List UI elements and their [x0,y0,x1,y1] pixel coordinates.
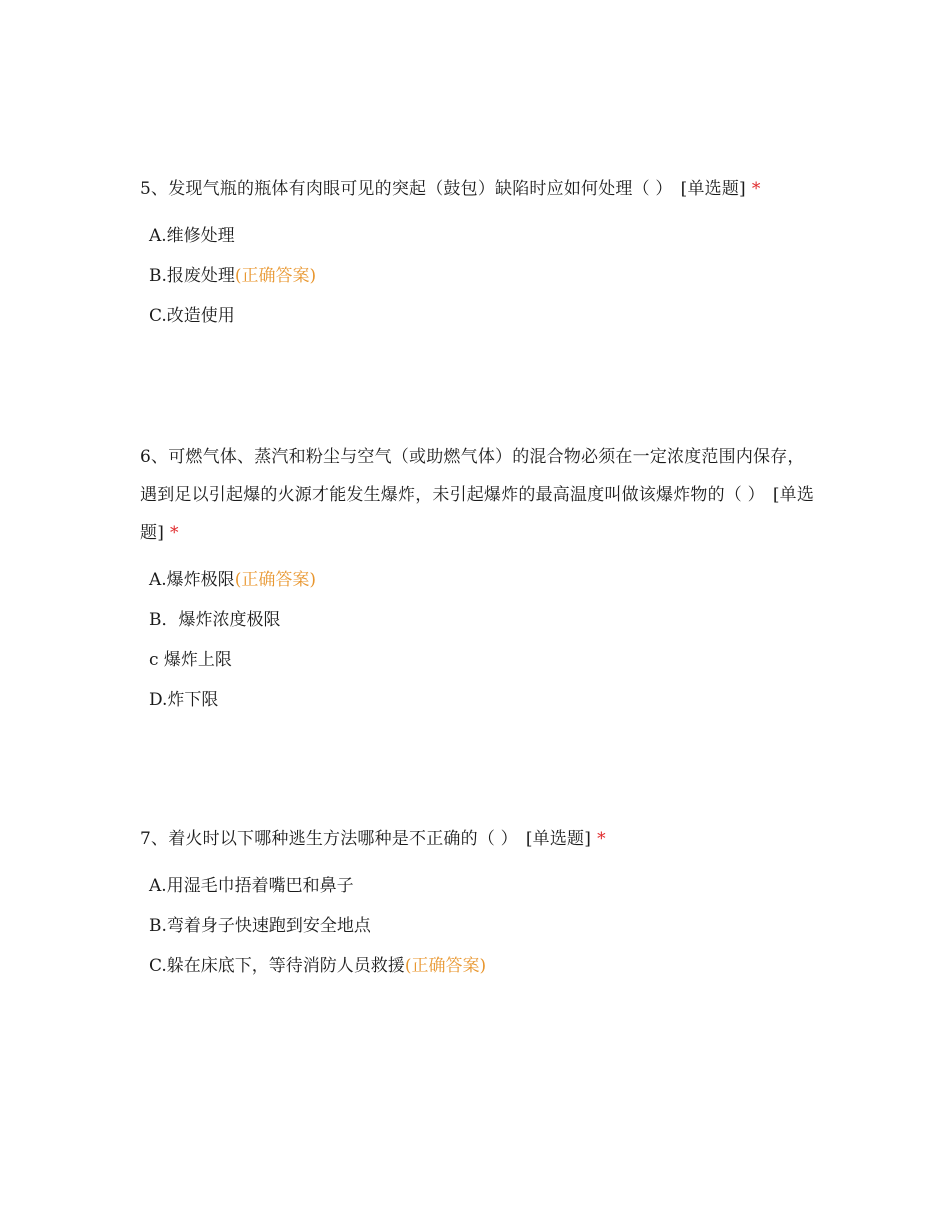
option-list [140,216,820,336]
option-item[interactable] [149,600,820,640]
required-mark: * [751,179,761,199]
option-label: A.用湿毛巾捂着嘴巴和鼻子 [149,876,354,896]
question-body: 发现气瓶的瓶体有肉眼可见的突起（鼓包）缺陷时应如何处理（ ） [168,179,673,199]
option-label: A.爆炸极限 [149,570,235,590]
question-body: 可燃气体、蒸汽和粉尘与空气（或助燃气体）的混合物必须在一定浓度范围内保存，遇到足以引起爆的火源才能发生爆炸，未引起爆炸的最高温度叫做该爆炸物的（ ） [140,447,805,505]
question-5 [140,170,820,336]
correct-answer-tag: (正确答案) [234,266,317,286]
question-type-label: [单选题] [525,829,592,849]
option-label: D.炸下限 [149,690,219,710]
option-item[interactable] [149,680,820,720]
question-text [140,438,820,552]
question-text [140,820,820,858]
option-label: B.报废处理 [149,266,235,286]
option-label: B.弯着身子快速跑到安全地点 [149,916,371,936]
option-item[interactable] [149,866,820,906]
option-item[interactable] [149,216,820,256]
option-label: A.维修处理 [149,226,235,246]
option-item[interactable] [149,946,820,986]
option-list [140,866,820,986]
option-label: C.改造使用 [149,306,235,326]
option-label: c 爆炸上限 [149,650,232,670]
option-item[interactable] [149,256,820,296]
option-item[interactable] [149,640,820,680]
question-number: 7、 [140,829,169,849]
option-item[interactable] [149,296,820,336]
option-label: B．爆炸浓度极限 [149,610,281,630]
option-label: C.躲在床底下，等待消防人员救援 [149,956,405,976]
required-mark: * [170,523,179,543]
question-body: 着火时以下哪种逃生方法哪种是不正确的（ ） [168,829,518,849]
question-number: 5、 [140,179,169,199]
option-item[interactable] [149,560,820,600]
question-type-label: [单选题] [140,485,815,543]
option-list [140,560,820,720]
question-7 [140,820,820,986]
question-6 [140,438,820,720]
correct-answer-tag: (正确答案) [404,956,487,976]
question-text [140,170,820,208]
question-number: 6、 [140,447,169,467]
option-item[interactable] [149,906,820,946]
correct-answer-tag: (正确答案) [234,570,316,590]
required-mark: * [597,829,606,849]
question-type-label: [单选题] [680,179,746,199]
